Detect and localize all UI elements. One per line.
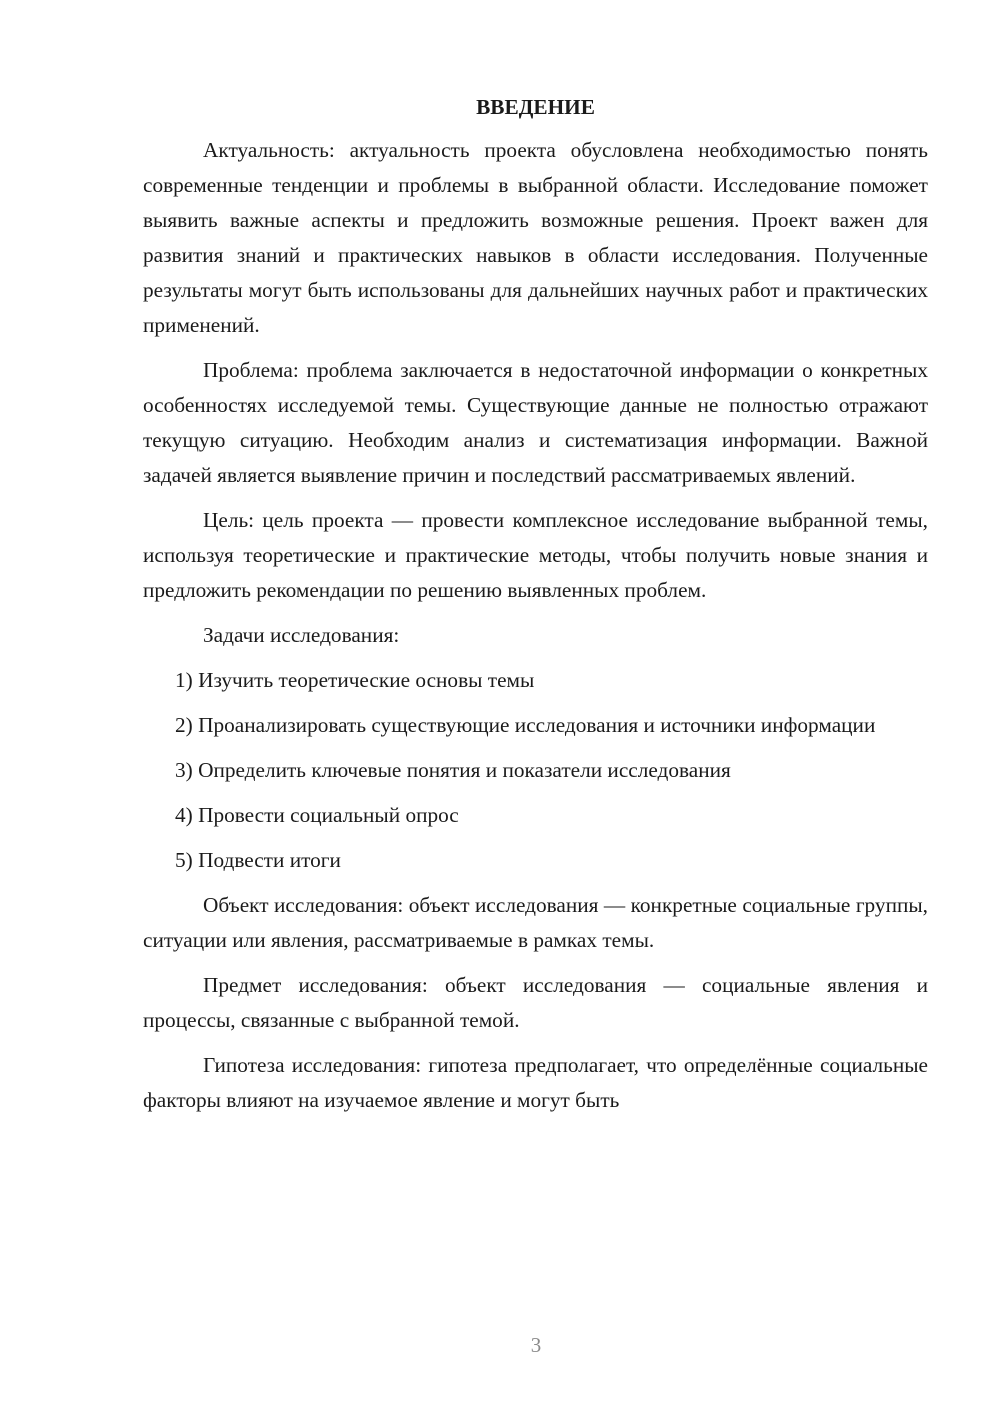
page-number: 3 <box>530 1333 542 1357</box>
paragraph-object: Объект исследования: объект исследования — конкретные социальные группы, ситуации или явления, рассматриваемые в рамках темы. <box>143 893 928 952</box>
list-item: 3) Определить ключевые понятия и показатели исследования <box>175 758 731 782</box>
paragraph-hypothesis: Гипотеза исследования: гипотеза предполагает, что определённые социальные факторы влияют на изучаемое явление и могут быть <box>143 1053 928 1112</box>
paragraph-relevance: Актуальность: актуальность проекта обусловлена необходимостью понять современные тенденции и проблемы в выбранной области. Исследование поможет выявить важные аспекты и предложить возможные решения. Проект важен для развития знаний и практических навыков в области исследования. Полученные результаты могут быть использованы для дальнейших научных работ и практических применений. <box>143 138 928 337</box>
paragraph-problem: Проблема: проблема заключается в недостаточной информации о конкретных особенностях исследуемой темы. Существующие данные не полностью отражают текущую ситуацию. Необходим анализ и систематизация информации. Важной задачей является выявление причин и последствий рассматриваемых явлений. <box>143 358 928 487</box>
paragraph-goal: Цель: цель проекта — провести комплексное исследование выбранной темы, используя теоретические и практические методы, чтобы получить новые знания и предложить рекомендации по решению выявленных проблем. <box>143 508 928 602</box>
page-content <box>143 90 928 1128</box>
page-title: ВВЕДЕНИЕ <box>476 95 595 119</box>
tasks-heading: Задачи исследования: <box>203 623 400 647</box>
list-item: 4) Провести социальный опрос <box>175 803 459 827</box>
list-item: 2) Проанализировать существующие исследования и источники информации <box>175 713 876 737</box>
list-item: 1) Изучить теоретические основы темы <box>175 668 535 692</box>
list-item: 5) Подвести итоги <box>175 848 341 872</box>
tasks-list <box>143 663 928 878</box>
paragraph-subject: Предмет исследования: объект исследования — социальные явления и процессы, связанные с выбранной темой. <box>143 973 928 1032</box>
